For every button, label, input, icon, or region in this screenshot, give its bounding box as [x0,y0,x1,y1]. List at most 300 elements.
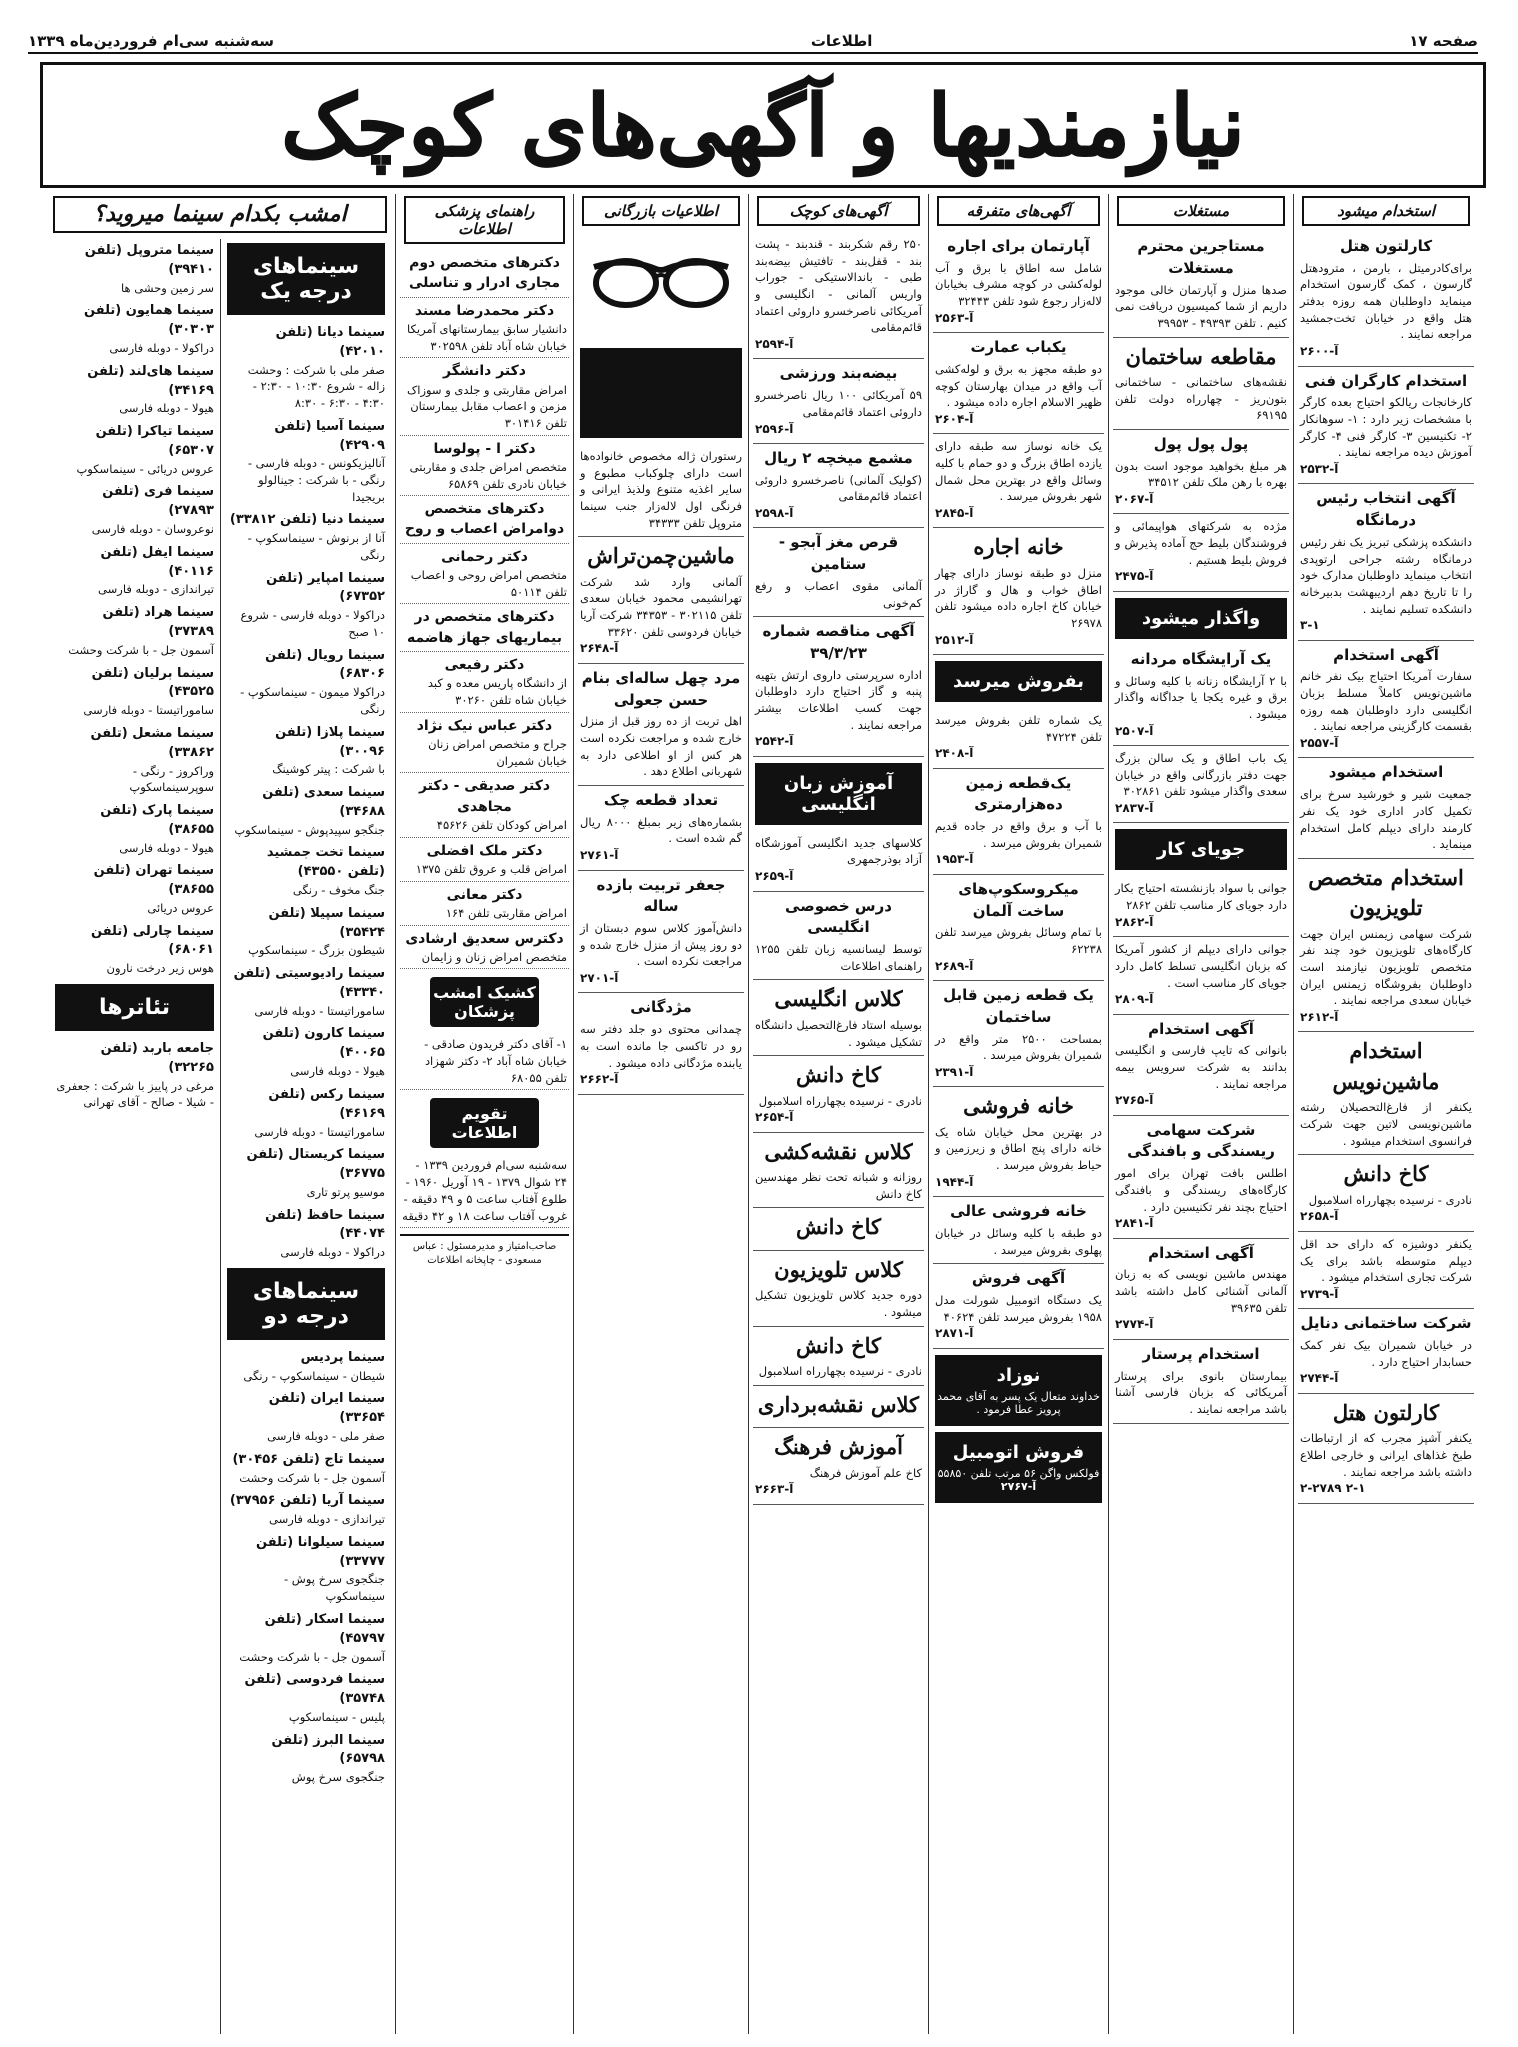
ad-item [1298,1155,1474,1232]
ad-heading: مقاطعه ساختمان [1125,343,1277,369]
ad-heading: قرص مغز آبجو - ستامین [778,533,899,574]
ad-text: با تمام وسائل بفروش میرسد تلفن ۶۲۲۳۸ [935,925,1102,957]
eyeglasses-ad-illustration [578,232,744,342]
ads-list [1113,232,1289,1424]
ad-code: آ-۲۵۳۲ [1300,461,1339,476]
ad-item [1113,1116,1289,1239]
cinema-listing [225,1022,387,1082]
cinema-list-d [53,480,216,980]
ad-item [1298,641,1474,759]
columns [28,194,1478,2034]
ad-text: متخصص امراض زنان و زایمان [421,949,567,964]
ad-heading: کاخ دانش [795,1062,882,1088]
cinema-name: سینما آریا (تلفن ۳۷۹۵۶) [229,1493,385,1509]
cinema-program: دراکولا - دوبله فارسی - شروع ۱۰ صبح [240,608,385,639]
cinema-name: سینما فردوسی (تلفن ۳۵۷۴۸) [244,1672,385,1707]
cinema-listing [53,722,216,799]
ad-heading: بفروش میرسد [953,670,1084,692]
cinema-program: آنا از برنوش - سینماسکوپ - رنگی [247,531,385,562]
ad-text: آلمانی وارد شد شرکت تهرانشیمی محمود خیابان سعدی تلفن ۳۰۲۱۱۵ - ۳۴۳۵۳ شرکت آریا خیابان فردوسی تلفن ۳۳۶۲۰ [580,574,742,639]
ad-item [1298,484,1474,640]
ad-heading: خانه اجاره [973,534,1064,560]
ad-code: آ-۲۷۷۴ [1115,1317,1154,1332]
ad-code: ۲-۱ ۲-۲۷۸۹ [1300,1481,1366,1496]
cinema-listing [225,1608,387,1668]
ad-item [933,981,1104,1087]
ad-item [753,232,924,359]
optician-banner [580,348,742,438]
cinema-listing [53,299,216,359]
cinema-name: سینما پردیس [300,1349,385,1365]
ad-heading: نوزاد [996,1364,1041,1386]
ad-item [933,708,1104,769]
cinema-name: سینما کریستال (تلفن ۳۶۷۷۵) [246,1147,385,1182]
cinema-program: جنگجوی سرخ پوش [291,1770,385,1785]
column-small-ads [748,194,928,2034]
cinema-listing [225,962,387,1022]
ad-code: آ-۲۵۹۴ [755,337,794,352]
ad-heading: تعداد قطعه چک [603,791,719,810]
ad-text: امراض مقاربتی تلفن ۱۶۴ [445,905,567,920]
cinema-program: شیطون بزرگ - سینماسکوپ [248,943,385,958]
ad-item [933,1264,1104,1348]
cinema-program: هیولا - دوبله فارسی [119,401,214,416]
ad-code: آ-۲۷۶۵ [1115,1093,1154,1108]
section-banner-ad [935,661,1102,702]
ad-item [933,769,1104,875]
ad-heading: استخدام پرستار [1142,1344,1260,1363]
ad-text: خداوند متعال یک پسر به آقای محمد پرویز عطا فرمود . [937,1389,1100,1416]
ad-heading: کلاس تلویزیون [774,1256,903,1282]
ad-heading: کلاس نقشه‌برداری [757,1391,920,1417]
ad-text: در بهترین محل خیابان شاه یک خانه دارای پنج اطاق و زیرزمین و حیاط بفروش میرسد . [935,1124,1102,1173]
ad-code: آ-۲۸۴۱ [1115,1216,1154,1231]
cinema-listing [225,1531,387,1608]
cinema-listing [225,1387,387,1447]
ad-code: آ-۲۵۵۷ [1300,736,1339,751]
cinema-name: سینما تیاکرا (تلفن ۶۵۳۰۷) [95,424,214,458]
ad-item [400,298,569,359]
ad-text: یکنفر دوشیزه که دارای حد اقل دیپلم متوسطه باشد برای یک شرکت تجاری استخدام میشود . [1300,1236,1472,1285]
ad-heading: فروش اتومبیل [952,1441,1085,1463]
ad-text: کاخ علم آموزش فرهنگ [809,1465,922,1480]
cinema-listing [225,1729,387,1789]
column-heading: امشب بکدام سینما میروید؟ [53,196,387,233]
cinema-program: جنگ مخوف - رنگی [292,883,385,898]
ad-item [400,713,569,774]
newspaper-name: اطلاعات [810,32,873,50]
ad-item [753,831,924,892]
ad-heading: مشمع میخچه ۲ ریال [764,448,913,467]
cinema-program: دراکولا میمون - سینماسکوپ - رنگی [240,685,385,716]
cinema-name: سینما ایران (تلفن ۳۳۶۵۴) [268,1391,385,1426]
ad-text: بشماره‌های زیر بمبلغ ۸۰۰۰ ریال گم شده است . [580,814,742,846]
cinema-program: ساموراتیستا - دوبله فارسی [254,1124,385,1139]
cinema-name: سینما هراد (تلفن ۳۷۳۸۹) [102,605,214,639]
ad-heading: کلاس نقشه‌کشی [764,1138,913,1164]
ad-text: دانشیار سابق بیمارستانهای آمریکا خیابان شاه آباد تلفن ۳۰۲۵۹۸ [407,321,567,353]
cinema-program: جنگجوی سرخ پوش - سینماسکوپ [284,1572,385,1604]
ad-heading: ماشین‌چمن‌تراش [587,543,735,569]
ad-text: یک باب اطاق و یک سالن بزرگ جهت دفتر بازرگانی واقع در خیابان سعدی واگذار میشود تلفن ۳۰۲۸۶۱ [1115,751,1287,799]
ad-heading: آگهی مناقصه شماره ۳۹/۳/۲۳ [762,622,915,662]
cinema-program: هیولا - دوبله فارسی [290,1064,385,1079]
cinema-list-a [225,321,387,1264]
cinema-listing [53,239,216,299]
cinema-program: آسمون جل - با شرکت وحشت [239,1649,385,1664]
cinema-listing [53,601,216,661]
ad-heading: یک قطعه زمین قابل ساختمان [943,986,1094,1026]
ad-text: بمساحت ۲۵۰۰ متر واقع در شمیران بفروش میرسد . [935,1031,1102,1063]
cinema-name: سینما سعدی (تلفن ۳۴۶۸۸) [262,785,385,819]
ad-text: توسط لیسانسیه زبان تلفن ۱۲۵۵ راهنمای اطلاعات [755,942,922,973]
cinema-listing [225,721,387,781]
ad-code: آ-۲۵۴۲ [755,734,794,749]
section-banner-ad [1115,829,1287,870]
ad-text: کارخانجات ریالکو احتیاج بعده کارگر با مشخصات زیر دارد : ۱- سوهانکار ۲- تکنیسین ۳- کارگر فنی ۴- کارگر آموزش دیده مراجعه نمایند . [1300,395,1473,460]
ad-item [1298,1232,1474,1309]
ad-heading: استخدام متخصص تلویزیون [1308,864,1464,921]
cinema-program: آسمون جل - با شرکت وحشت [68,642,214,657]
cinema-program: وراکروز - رنگی - سوپرسینماسکوپ [129,763,214,795]
ad-text: منزل دو طبقه نوساز دارای چهار اطاق خواب و هال و گاراژ در خیابان کاخ اجاره داده میشود تلفن ۲۶۹۷۸ [935,565,1102,630]
ad-item [1298,232,1474,367]
ad-heading: پول پول پول [1153,434,1249,453]
ad-item [400,436,569,497]
column-heading: آگهی‌های متفرقه [937,196,1100,226]
ad-item [753,1428,924,1505]
cinema-program: آسمون جل - با شرکت وحشت [239,1470,385,1485]
ad-heading: دکتر رفیعی [444,657,525,674]
ad-item [400,496,569,544]
ad-heading: شرکت سهامی ریسندگی و بافندگی [1127,1120,1275,1161]
ad-heading: کاخ دانش [795,1214,882,1240]
cinema-program: صفر ملی با شرکت : وحشت زاله - شروع ۱۰:۳۰ - ۲:۳۰ - ۴:۳۰ - ۶:۳۰ - ۸:۳۰ [247,362,385,411]
ad-item [753,444,924,528]
ad-text: با آب و برق واقع در جاده قدیم شمیران بفروش میرسد . [935,819,1102,850]
cinema-name: سینما های‌لند (تلفن ۳۴۱۶۹) [87,363,214,398]
cinema-listing [225,1204,387,1264]
ad-heading: جعفر تربیت بازده ساله [596,875,726,916]
ad-code: آ-۲۵۱۲ [935,632,974,647]
cinema-list-e [53,1037,216,1114]
ad-item [1113,937,1289,1014]
ad-code: آ-۲۸۳۷ [1115,801,1154,816]
ad-code: آ-۱۹۵۳ [935,852,974,867]
ad-heading: مستاجرین محترم مستغلات [1137,237,1265,277]
ad-item [1113,645,1289,746]
ad-code: آ-۲۶۵۸ [1300,1209,1339,1224]
column-heading: اطلاعیات بازرگانی [582,196,740,226]
ad-heading: آگهی استخدام [1148,1243,1254,1262]
ad-item [578,993,744,1094]
ad-heading: استخدام میشود [1328,763,1444,782]
ad-heading: آگهی انتخاب رئیس درمانگاه [1316,489,1456,530]
ad-item [400,604,569,652]
ad-text: بیمارستان بانوی برای پرستار آمریکائی که بزبان فارسی آشنا باشد مراجعه نمایند . [1115,1368,1287,1416]
ad-item [1113,876,1289,937]
ads-list [578,444,744,1095]
issue-date: سه‌شنبه سی‌ام فروردین‌ماه ۱۳۳۹ [28,32,275,50]
ad-text: نادری - نرسیده بچهارراه اسلامبول [758,1364,922,1379]
ad-item [933,333,1104,434]
ad-item [1298,1394,1474,1504]
cinema-subcolumn-left [49,239,220,2034]
eyeglasses-icon [586,247,736,327]
ad-code: ۳-۱ [1300,618,1320,633]
ad-text: چمدانی محتوی دو جلد دفتر سه رو در تاکسی جا مانده است به یابنده مژدگانی داده میشود . [580,1022,742,1070]
ad-item [1298,1309,1474,1393]
ad-heading: آموزش زبان انگلیسی [783,772,894,815]
cinema-program: نوعروسان - دوبله فارسی [91,522,214,537]
section-banner-ad [935,1355,1102,1426]
cinema-program: دراکولا - دوبله فارسی [280,1245,385,1260]
ad-code: آ-۲۰۶۷ [1115,492,1154,507]
ad-heading: بیضه‌بند ورزشی [779,364,898,383]
ad-text: دو طبقه با کلیه وسائل در خیابان پهلوی بفروش میرسد . [935,1225,1102,1257]
ad-text: مژده به شرکتهای هواپیمائی و فروشندگان بلیط حج آماده پذیرش و فروش بلیط هستیم . [1115,519,1287,567]
ad-code: آ-۲۶۵۴ [755,1110,794,1125]
ad-text: اطلس بافت تهران برای امور کارگاه‌های ریسندگی و بافندگی احتیاج بچند نفر تکنیسین دارد . [1115,1166,1287,1214]
ad-heading: استخدام ماشین‌نویس [1332,1038,1440,1094]
ad-item [933,875,1104,981]
first-class-heading: سینماهای درجه یک [227,243,385,315]
cinema-name: سینما فری (تلفن ۲۷۸۹۳) [102,484,214,519]
ad-item [753,980,924,1056]
cinema-listing [53,360,216,420]
cinema-name: سینما تهران (تلفن ۳۸۶۵۵) [93,863,214,898]
page-number: صفحه ۱۷ [1409,32,1478,50]
ad-heading: خانه فروشی [963,1093,1074,1119]
cinema-listing [53,662,216,722]
ad-heading: آموزش فرهنگ [774,1434,903,1460]
ad-text: ۵۹ آمریکائی ۱۰۰ ریال ناصرخسرو داروئی اعتماد قائم‌مقامی [755,388,922,419]
cinema-name: سینما متروپل (تلفن ۳۹۴۱۰) [84,243,214,277]
ad-text: یک دستگاه اتومبیل شورلت مدل ۱۹۵۸ بفروش میرسد تلفن ۴۰۶۲۴ [935,1293,1102,1324]
ad-code: آ-۲۷۴۴ [1300,1371,1339,1386]
cinema-listing [225,781,387,841]
ad-item [753,1251,924,1327]
ad-heading: دکتر معانی [446,886,523,903]
ad-heading: کاخ دانش [1343,1161,1429,1187]
cinema-name: سینما کارون (تلفن ۴۰۰۶۵) [262,1026,385,1061]
ad-text: شرکت سهامی زیمنس ایران جهت کارگاه‌های تلویزیون خود چند نفر متخصص تلویزیون نیازمند است داوطلبان بفروشگاه زیمنس ایران خیابان سعدی مراجعه نمایند . [1300,926,1472,1008]
ad-item [933,1197,1104,1264]
cinema-program: هیولا - دوبله فارسی [119,840,214,855]
ad-item [1298,859,1474,1033]
ad-item [400,882,569,926]
cinema-subcolumn-right [220,239,391,2034]
ad-heading: استخدام کارگران فنی [1304,371,1468,390]
ad-text: امراض مقاربتی و جلدی و سوزاک مزمن و اعصاب مقابل بیمارستان تلفن ۳۰۱۴۱۶ [406,382,567,430]
cinema-name: سینما مشعل (تلفن ۳۳۸۶۲) [90,725,214,760]
cinema-name: سینما ایفل (تلفن ۴۰۱۱۶) [100,544,214,579]
ad-text: یکنفر از فارغ‌التحصیلان رشته ماشین‌نویسی لاتین جهت شرکت فرانسوی استخدام میشود . [1300,1100,1472,1148]
cinema-listing [225,1143,387,1203]
ad-heading: دکتر رحمانی [441,548,528,565]
cinema-program: عروس دریائی - سینماسکوپ [76,461,214,476]
ad-code: آ-۲۵۹۸ [755,506,794,520]
cinema-name: سینما پلازا (تلفن ۳۰۰۹۶) [275,724,385,759]
column-heading: راهنمای پزشکی اطلاعات [404,196,565,244]
calendar-text: سه‌شنبه سی‌ام فروردین ۱۳۳۹ - ۲۴ شوال ۱۳۷۹ - ۱۹ آوریل ۱۹۶۰ - طلوع آفتاب ساعت ۵ و ۴۹ دقیقه - غروب آفتاب ساعت ۱۸ و ۴۲ دقیقه [400,1154,569,1228]
column-cinemas [45,194,395,2034]
cinema-program: جنگجو سپیدپوش - سینماسکوپ [234,822,385,837]
cinema-listing [225,1668,387,1728]
ad-text: (کولیک آلمانی) ناصرخسرو داروئی اعتماد قائم‌مقامی [755,472,922,504]
ad-heading: میکروسکوپ‌های ساخت آلمان [958,879,1079,920]
ad-code: آ-۲۶۸۹ [935,958,974,973]
page-header [28,30,1478,54]
ad-heading: یکباب عمارت [970,338,1067,357]
ad-text: با ۲ آرایشگاه زنانه با کلیه وسائل و برق و غیره یکجا یا جداگانه واگذار میشود . [1115,673,1287,721]
cinema-name: سینما رویال (تلفن ۶۸۳۰۶) [265,647,385,682]
ad-text: شامل سه اطاق با برق و آب لوله‌کشی در کوچه مشرف بخیابان لاله‌زار رجوع شود تلفن ۳۲۴۴۳ [935,260,1102,309]
ad-code: آ-۲۶۱۲ [1300,1010,1339,1025]
ad-heading: دکتر عباس نیک نژاد [416,717,553,734]
ad-text: نقشه‌های ساختمانی - ساختمانی بتون‌ریز - چهارراه دولت تلفن ۶۹۱۹۵ [1115,374,1287,423]
ad-heading: کارلتون هتل [1332,1399,1440,1425]
calendar-heading: تقویم اطلاعات [430,1098,539,1148]
cinema-program: با شرکت : پیتر کوشینگ [272,762,385,777]
ads-list [1298,232,1474,1504]
ad-text: جمعیت شیر و خورشید سرخ برای تکمیل کادر اداری خود یک نفر کارمند دارای دیپلم کامل استخدام مینماید . [1300,787,1472,852]
ad-text: یک شماره تلفن بفروش میرسد تلفن ۴۷۲۲۴ [935,712,1102,744]
ad-text: یکنفر آشپز مجرب که از ارتباطات طبخ غذاهای ایرانی و خارجی اطلاع داشته باشد مراجعه نمایند . [1300,1431,1472,1479]
ad-text: بوسیله استاد فارغ‌التحصیل دانشگاه تشکیل میشود . [755,1017,922,1049]
cinema-program: پلیس - سینماسکوپ [288,1709,385,1724]
ad-text: دانشکده پزشکی تبریز یک نفر رئیس درمانگاه رشته جراحی ارتوپدی انتخاب مینماید داوطلبان مدارک خود را تا تاریخ دهم اردیبهشت بدبیرخانه دانشکده تسلیم نمایند . [1300,534,1472,616]
ad-item [1113,1239,1289,1340]
column-commercial [573,194,748,2034]
ad-heading: دکترهای متخصص در بیماریهای جهاز هاضمه [406,609,563,646]
ad-heading: آپارتمان برای اجاره [947,237,1090,255]
ad-item [1113,1015,1289,1116]
cinema-listing [225,1448,387,1490]
cinema-split [49,239,391,2034]
ad-item [753,892,924,981]
cinema-program: شیطان - سینماسکوپ - رنگی [243,1368,385,1383]
cinema-name: سینما حافظ (تلفن ۴۴۰۷۴) [265,1207,385,1242]
ad-heading: دکتر ا - پولوسا [433,440,536,457]
ad-item [1298,758,1474,858]
ad-text: یک خانه نوساز سه طبقه دارای یازده اطاق بزرگ و دو حمام با کلیه وسائل واقع در بهترین محل شمال شهر بفروش میرسد . [935,439,1102,504]
ad-item [753,359,924,443]
cinema-program: مرغی در پاییز با شرکت : جعفری - شیلا - صالح - آقای تهرانی [56,1078,214,1110]
cinema-listing [53,480,216,540]
ad-heading: جویای کار [1156,839,1246,861]
ad-code: آ-۲۶۰۰ [1300,344,1339,359]
ad-text: بانوانی که تایپ فارسی و انگلیسی بدانند به شرکت سرویس بیمه مراجعه نمایند . [1115,1043,1287,1091]
cinema-program: دراکولا - دوبله فارسی [109,341,214,356]
ad-item [400,926,569,970]
cinema-list-c [225,1346,387,1789]
section-banner-ad [935,1432,1102,1503]
ad-text: جراح و متخصص امراض زنان خیابان شمیران [428,736,567,768]
ad-text: جوانی دارای دیپلم از کشور آمریکا که بزبان انگلیسی تسلط کامل دارد جویای کار مناسب است . [1115,942,1287,990]
ad-heading: آگهی استخدام [1333,645,1439,664]
ad-code: آ-۲۸۴۵ [935,506,974,520]
doctor-list [400,250,569,969]
ad-code: آ-۲۶۶۲ [580,1072,619,1087]
cinema-name: سینما سیلوانا (تلفن ۳۳۷۷۷) [256,1534,385,1569]
ad-item [1113,746,1289,823]
cinema-listing [53,859,216,919]
cinema-name: سینما پارک (تلفن ۳۸۶۵۵) [100,802,214,837]
ad-item [400,358,569,435]
ad-code: آ-۲۸۶۲ [1115,914,1154,929]
section-banner [40,62,1486,188]
cinema-program: تیراندازی - دوبله فارسی [269,1512,385,1527]
ad-text: نادری - نرسیده بچهارراه اسلامبول [1308,1192,1472,1207]
cinema-listing [53,799,216,859]
ad-item [753,1327,924,1386]
cinema-name: سینما همایون (تلفن ۳۰۳۰۳) [84,303,214,338]
ads-list [933,232,1104,1503]
ad-heading: دکتر ملک افضلی [426,842,543,859]
ad-heading: آگهی فروش [971,1269,1066,1288]
ad-heading: درس خصوصی انگلیسی [785,896,892,937]
cinema-listing [225,902,387,962]
ad-text: سفارت آمریکا احتیاج بیک نفر خانم ماشین‌نویس کاملاً مسلط بزبان انگلیسی دارد داوطلبان همه روزه بقسمت کارگزینی مراجعه نمایند . [1300,669,1472,734]
cinema-name: سینما اسکار (تلفن ۴۵۷۹۷) [264,1611,385,1646]
cinema-listing [225,1489,387,1531]
ad-item [578,871,744,994]
ad-heading: خانه فروشی عالی [950,1202,1087,1221]
cinema-listing [225,508,387,566]
cinema-listing [53,420,216,480]
pharmacy-heading: کشیک امشب پزشکان [430,977,539,1027]
cinema-name: سینما رادیوسیتی (تلفن ۴۳۳۴۰) [233,966,385,1000]
cinema-name: سینما تاج (تلفن ۳۰۴۵۶) [232,1451,385,1467]
cinema-program: آنالیزیکونس - دوبله فارسی - رنگی - با شرکت : جینالولو بریجیدا [247,456,385,504]
section-banner-ad [755,763,922,825]
cinema-name: سینما البرز (تلفن ۶۵۷۹۸) [271,1732,385,1767]
ad-code: آ-۲۷۶۱ [580,848,619,863]
ad-item [578,786,744,870]
ad-text: روزانه و شبانه تحت نظر مهندسین کاخ دانش [755,1170,922,1201]
ad-text: صدها منزل و آپارتمان خالی موجود داریم از شما کمیسیون دریافت نمی کنیم . تلفن ۴۹۳۹۳ - ۳۹۹۵۳ [1115,282,1287,330]
ad-text: از دانشگاه پاریس معده و کبد خیابان شاه تلفن ۳۰۲۶۰ [427,676,567,707]
ad-item [933,232,1104,333]
ad-item [400,544,569,605]
cinema-list-b [53,239,216,480]
ad-item [1298,1032,1474,1155]
ad-text: دو طبقه مجهز به برق و لوله‌کشی آب واقع در میدان بهارستان کوچه ظهیر الاسلام اجاره داده میشود . [935,361,1102,410]
second-class-heading: سینماهای درجه دو [227,1268,385,1340]
banner-title: نیازمندیها و آگهی‌های کوچک [281,75,1245,175]
ad-item [400,250,569,298]
cinema-program: موسیو پرتو تاری [306,1184,385,1199]
cinema-name: سینما دنیا (تلفن ۳۳۸۱۲) [229,512,385,528]
ad-item [753,617,924,757]
ad-code: آ-۲۴۰۸ [935,746,974,761]
ad-item [400,773,569,837]
ad-code: آ-۲۴۷۵ [1115,569,1154,584]
ad-text: اهل تربت از ده روز قبل از منزل خارج شده و مراجعت نکرده است هر کس از او اطلاعی دارد به شهربانی اطلاع دهد . [580,714,742,779]
ad-code: آ-۲۶۴۸ [580,641,619,656]
ad-text: در خیابان شمیران بیک نفر کمک حسابدار احتیاج دارد . [1300,1338,1472,1369]
column-heading: آگهی‌های کوچک [757,196,920,226]
ad-text: امراض قلب و عروق تلفن ۱۳۷۵ [415,861,567,876]
cinema-name: سینما دیانا (تلفن ۴۲۰۱۰) [275,325,385,359]
ad-text: دوره جدید کلاس تلویزیون تشکیل میشود . [755,1288,922,1319]
ad-text: برای‌کادرمیتل ، بارمن ، مترودهتل گارسون ، کمک گارسون استخدام مینماید داوطلبان همه روزه بدفتر هتل واقع در خیابان تخت‌جمشید مراجعه نمایند . [1300,260,1472,342]
ad-code: آ-۲۸۰۹ [1115,992,1154,1007]
ad-heading: دکتر صدیقی - دکتر مجاهدی [418,778,551,815]
ad-heading: دکتر دانشگر [443,363,526,380]
ad-text: فولکس واگن ۵۶ مرتب تلفن ۵۵۸۵۰ [937,1466,1100,1480]
